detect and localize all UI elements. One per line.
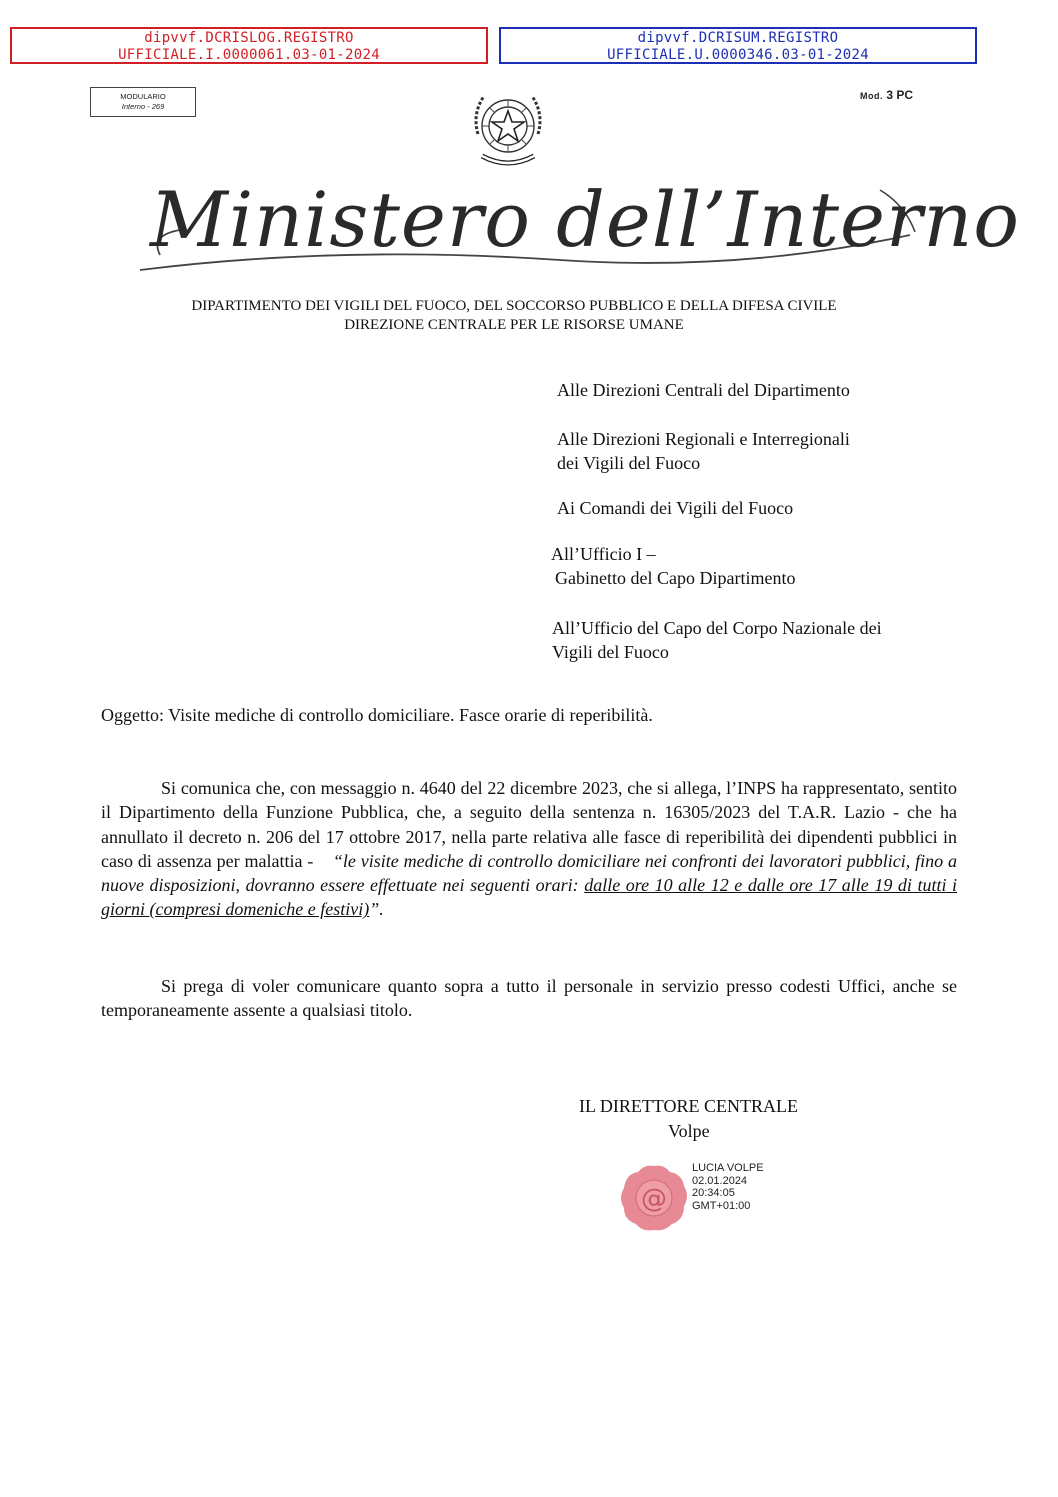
recipient-line: Alle Direzioni Centrali del Dipartimento: [557, 380, 850, 400]
recipient-corps-chief-office: [552, 616, 882, 664]
subject-line: Oggetto: Visite mediche di controllo domiciliare. Fasce orarie di reperibilità.: [101, 705, 653, 725]
recipient-line: Gabinetto del Capo Dipartimento: [555, 568, 796, 588]
signer-title: IL DIRETTORE CENTRALE: [579, 1096, 798, 1116]
outgoing-protocol-stamp: [499, 27, 977, 64]
recipient-line: All’Ufficio I –: [551, 544, 656, 564]
incoming-stamp-line1: dipvvf.DCRISLOG.REGISTRO: [144, 30, 354, 46]
digital-signature-details: [692, 1162, 764, 1212]
form-model-code: [860, 88, 913, 102]
outgoing-stamp-line2: UFFICIALE.U.0000346.03-01-2024: [607, 47, 869, 63]
recipient-central-directorates: [557, 378, 850, 402]
incoming-protocol-stamp: [10, 27, 488, 64]
recipient-fire-commands: [557, 496, 793, 520]
signer-name: Volpe: [668, 1121, 710, 1141]
quoted-text: “le visite mediche di controllo domiciliare nei confronti dei lavoratori pubblici, fino a nuove disposizioni, dovranno essere effettuate nei seguenti orari:: [101, 850, 958, 896]
form-model-prefix: Mod.: [860, 91, 883, 101]
body-paragraph-1-text: Si comunica che, con messaggio n. 4640 del 22 dicembre 2023, che si allega, l’INPS ha rappresentato, sentito il Dipartimento della Funzione Pubblica, che, a seguito della sentenza n. 16305/2023 del T.A.R. Lazio - che ha annullato il decreto n. 206 del 17 ottobre 2017, nella parte relativa alle fasce di reperibilità dei dipendenti pubblici in caso di assenza per malattia -: [101, 778, 957, 871]
body-paragraph-1: [101, 776, 957, 922]
directorate-name: DIREZIONE CENTRALE PER LE RISORSE UMANE: [344, 317, 684, 333]
ministry-name: Ministero dell’Interno: [150, 175, 1021, 264]
signature-date: 02.01.2024: [692, 1174, 748, 1187]
signature-time: 20:34:05: [692, 1187, 735, 1199]
recipient-office-one: [551, 542, 795, 590]
body-paragraph-2: [101, 974, 957, 1023]
incoming-stamp-line2: UFFICIALE.I.0000061.03-01-2024: [118, 47, 380, 63]
digital-signature-seal-icon: [618, 1162, 690, 1234]
recipient-line: Alle Direzioni Regionali e Interregionali: [557, 429, 850, 449]
recipient-line: Ai Comandi dei Vigili del Fuoco: [557, 498, 794, 518]
outgoing-stamp-line1: dipvvf.DCRISUM.REGISTRO: [637, 30, 839, 46]
schedule-hours-underlined: dalle ore 10 alle 12 e dalle ore 17 alle 19 di tutti i giorni (compresi domeniche e festivi): [101, 875, 958, 920]
modulario-code: Interno - 269: [121, 102, 165, 111]
body-paragraph-2-text: Si prega di voler comunicare quanto sopra a tutto il personale in servizio presso codesti Uffici, anche se temporaneamente assente a qualsiasi titolo.: [101, 976, 957, 1021]
department-name: DIPARTIMENTO DEI VIGILI DEL FUOCO, DEL SOCCORSO PUBBLICO E DELLA DIFESA CIVILE: [191, 298, 837, 314]
recipient-line: All’Ufficio del Capo del Corpo Nazionale dei: [552, 618, 882, 638]
recipient-line: dei Vigili del Fuoco: [557, 453, 701, 473]
modulario-label: MODULARIO: [120, 92, 166, 101]
form-model-value: 3 PC: [886, 88, 914, 102]
recipient-regional-directorates: [557, 427, 850, 475]
svg-text:@: @: [641, 1184, 667, 1214]
quote-closing: ”.: [369, 899, 384, 920]
digital-signer-name: LUCIA VOLPE: [692, 1162, 764, 1174]
recipient-line: Vigili del Fuoco: [552, 642, 669, 662]
modulario-box: [90, 87, 196, 117]
signature-timezone: GMT+01:00: [692, 1199, 751, 1212]
